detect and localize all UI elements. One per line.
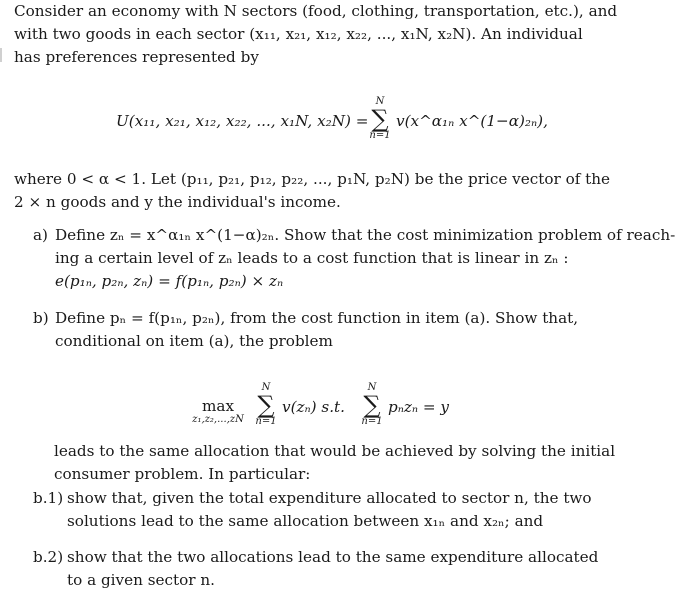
where-line-1: where 0 < α < 1. Let (p₁₁, p₂₁, p₁₂, p₂₂, ..., p₁N, p₂N) be the price vector of the <box>14 170 611 188</box>
item-b-line-1: Define pₙ = f(p₁ₙ, p₂ₙ), from the cost function in item (a). Show that, <box>55 309 579 327</box>
item-b1-line-2: solutions lead to the same allocation between x₁ₙ and x₂ₙ; and <box>67 512 544 530</box>
item-b2-line-1: show that the two allocations lead to the same expenditure allocated <box>67 548 599 566</box>
max-term-2-wrap <box>388 398 449 416</box>
item-b-label: b) <box>33 309 49 327</box>
intro-line-1: Consider an economy with N sectors (food, clothing, transportation, etc.), and <box>14 2 618 20</box>
max-sum-2-symbol: ∑ <box>363 391 381 419</box>
item-a-label: a) <box>33 226 48 244</box>
item-a <box>33 224 675 293</box>
max-sum-2-lower: n=1 <box>361 416 383 427</box>
item-b2-line-2: to a given sector n. <box>67 571 215 589</box>
utility-sum-symbol: ∑ <box>371 105 389 133</box>
item-b2 <box>33 546 599 592</box>
item-b-tail-line-1: leads to the same allocation that would be achieved by solving the initial <box>54 442 616 460</box>
item-a-line-1: Define zₙ = x^α₁ₙ x^(1−α)₂ₙ. Show that the cost minimization problem of reach- <box>55 226 675 244</box>
utility-rhs: v(x^α₁ₙ x^(1−α)₂ₙ), <box>396 112 548 130</box>
utility-sum-lower: n=1 <box>369 130 391 141</box>
max-sum-1 <box>254 382 278 428</box>
max-subscript: z₁,z₂,...,zN <box>192 414 244 425</box>
max-term-2: pₙzₙ = y <box>388 398 449 416</box>
intro-line-2: with two goods in each sector (x₁₁, x₂₁, x₁₂, x₂₂, ..., x₁N, x₂N). An individual <box>14 25 583 43</box>
max-sum-2-upper: N <box>367 382 377 393</box>
where-paragraph <box>14 168 611 214</box>
item-a-line-3: e(p₁ₙ, p₂ₙ, zₙ) = f(p₁ₙ, p₂ₙ) × zₙ <box>55 272 284 290</box>
item-b1 <box>33 487 592 533</box>
item-b1-label: b.1) <box>33 489 64 507</box>
utility-sum-upper: N <box>375 96 385 107</box>
item-b-line-2: conditional on item (a), the problem <box>55 332 333 350</box>
max-sum-2 <box>360 382 384 428</box>
margin-mark <box>0 48 2 62</box>
max-sum-1-lower: n=1 <box>255 416 277 427</box>
max-word: max <box>201 397 235 415</box>
item-b1-line-1: show that, given the total expenditure allocated to sector n, the two <box>67 489 592 507</box>
item-b2-label: b.2) <box>33 548 64 566</box>
where-line-2: 2 × n goods and y the individual's income. <box>14 193 341 211</box>
utility-equation <box>116 112 369 130</box>
item-a-line-2: ing a certain level of zₙ leads to a cost function that is linear in zₙ : <box>55 249 569 267</box>
utility-lhs: U(x₁₁, x₂₁, x₁₂, x₂₂, ..., x₁N, x₂N) = <box>116 112 369 130</box>
intro-paragraph <box>14 0 618 69</box>
max-term-1: v(zₙ) s.t. <box>282 398 345 416</box>
max-sum-1-symbol: ∑ <box>257 391 275 419</box>
max-sum-1-upper: N <box>261 382 271 393</box>
item-b-tail-line-2: consumer problem. In particular: <box>54 465 311 483</box>
max-term-1-wrap <box>282 398 345 416</box>
utility-sum <box>368 96 392 142</box>
max-operator <box>186 398 250 425</box>
item-b-continuation <box>54 440 616 486</box>
utility-rhs-wrap <box>396 112 548 130</box>
item-b <box>33 307 586 353</box>
intro-line-3: has preferences represented by <box>14 48 259 66</box>
